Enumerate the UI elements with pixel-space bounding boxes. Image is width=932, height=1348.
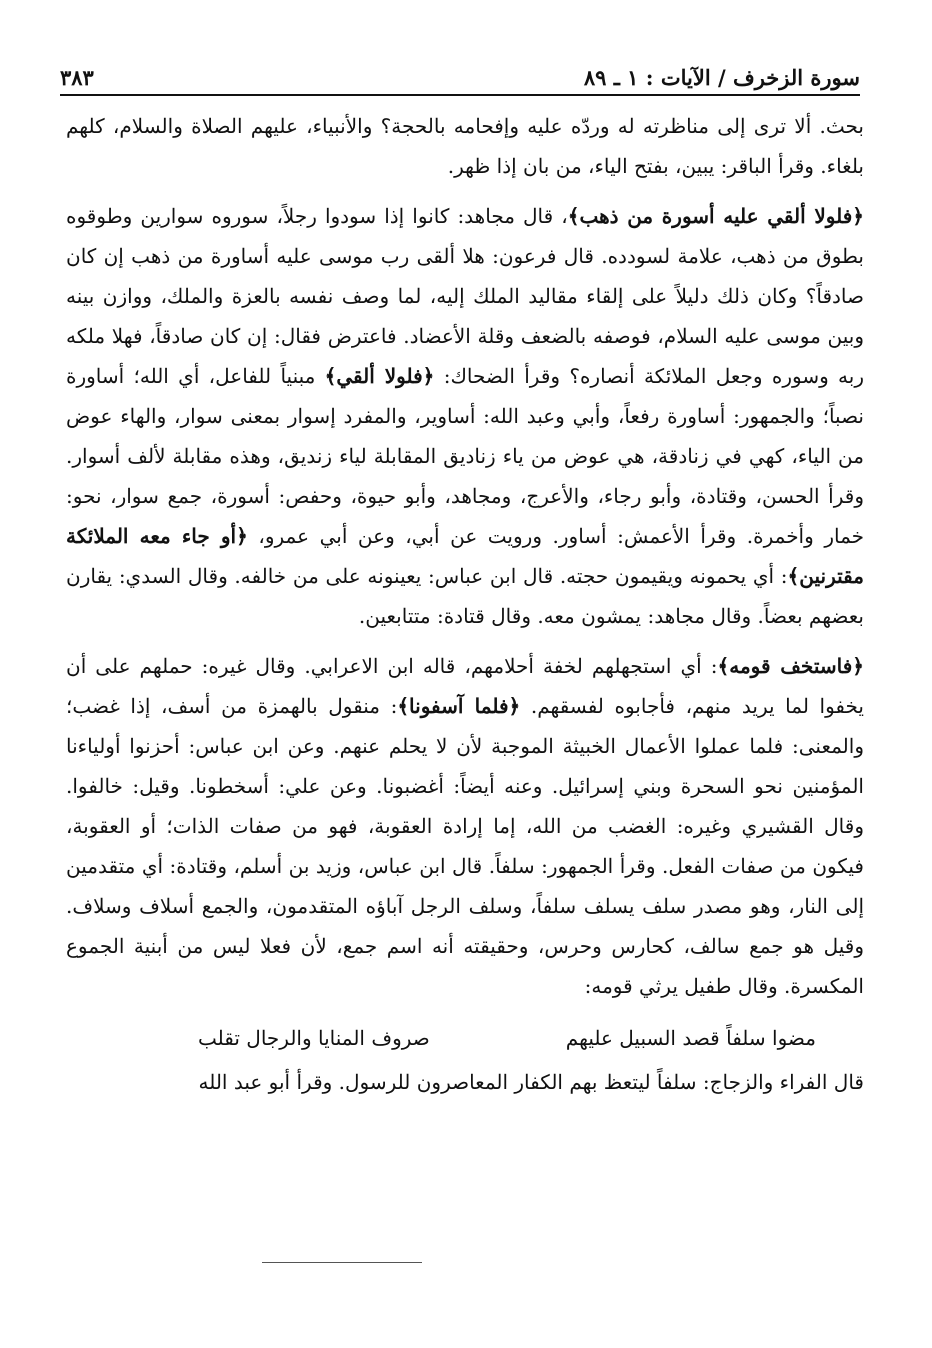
running-header bbox=[60, 60, 860, 96]
quran-quote: ﴿فلولا ألقي عليه أسورة من ذهب﴾ bbox=[567, 204, 865, 228]
header-title: سورة الزخرف / الآيات : ١ ـ ٨٩ bbox=[583, 64, 860, 90]
paragraph-4: قال الفراء والزجاج: سلفاً ليتعظ بهم الكفار المعاصرون للرسول. وقرأ أبو عبد الله bbox=[198, 1070, 864, 1094]
poem-hemistich-1: مضوا سلفاً قصد السبيل عليهم bbox=[565, 1026, 816, 1050]
paragraph-text: : أي استجهلهم لخفة أحلامهم، قاله ابن الاعرابي. وقال غيره: حملهم على أن يخفوا لما يريد منهم، فأجابوه لفسقهم. bbox=[66, 654, 865, 718]
poem-verse bbox=[66, 1018, 864, 1058]
paragraph-text: مبنياً للفاعل، أي الله؛ أساورة نصباً؛ والجمهور: أساورة رفعاً، وأبي وعبد الله: أساوير، والمفرد إسوار بمعنى سوار، والهاء عوض من الياء، كهي في زنادقة، هي عوض من ياء زناديق المقابلة لياء زنديق، وهذه مقابلة لألف أسوار. وقرأ الحسن، وقتادة، وأبو رجاء، والأعرج، ومجاهد، وأبو حيوة، وحفص: أسورة، جمع سوار، نحو: خمار وأخمرة. وقرأ الأعمش: أساور. ورويت عن أبي، وعن أبي عمرو، bbox=[66, 364, 865, 548]
paragraph-1: بحث. ألا ترى إلى مناظرته له وردّه عليه وإفحامه بالحجة؟ والأنبياء، عليهم الصلاة والسلام، كلهم بلغاء. وقرأ الباقر: يبين، بفتح الياء، من بان إذا ظهر. bbox=[66, 114, 864, 178]
quran-quote: ﴿فاستخف قومه﴾ bbox=[717, 654, 865, 678]
paragraph-2 bbox=[66, 196, 864, 636]
paragraph-3 bbox=[66, 646, 864, 1006]
footnote-rule bbox=[262, 1262, 422, 1263]
quran-quote: ﴿فلما آسفونا﴾ bbox=[397, 694, 521, 718]
poem-hemistich-2: صروف المنايا والرجال تقلب bbox=[198, 1026, 430, 1050]
paragraph-text: : منقول بالهمزة من أسف، إذا غضب؛ والمعنى: فلما عملوا الأعمال الخبيثة الموجبة لأن لا يحلم عنهم. وعن ابن عباس: أحزنوا أولياءنا المؤمنين نحو السحرة وبني إسرائيل. وعنه أيضاً: أغضبونا. وعن علي: أسخطونا. وقيل: خالفوا. وقال القشيري وغيره: الغضب من الله، إما إرادة العقوبة، فهو من صفات الذات؛ أو العقوبة، فيكون من صفات الفعل. وقرأ الجمهور: سلفاً. قال ابن عباس، وزيد بن أسلم، وقتادة: أي متقدمين إلى النار، وهو مصدر سلف يسلف سلفاً، وسلف الرجل آباؤه المتقدمون، والجمع أسلاف وسلاف. وقيل هو جمع سالف، كحارس وحرس، وحقيقته أنه اسم جمع، لأن فعلا ليس من أبنية الجموع المكسرة. وقال طفيل يرثي قومه: bbox=[66, 694, 864, 998]
paragraph-text: : أي يحمونه ويقيمون حجته. قال ابن عباس: يعينونه على من خالفه. وقال السدي: يقارن بعضهم بعضاً. وقال مجاهد: يمشون معه. وقال قتادة: متتابعين. bbox=[66, 564, 864, 628]
quran-quote: ﴿أو جاء معه الملائكة مقترنين﴾ bbox=[66, 524, 864, 588]
page-number: ٣٨٣ bbox=[60, 64, 94, 90]
quran-quote: ﴿فلولا ألقي﴾ bbox=[324, 364, 435, 388]
paragraph-text: ، قال مجاهد: كانوا إذا سودوا رجلاً، سوروه سوارين وطوقوه بطوق من ذهب، علامة لسودده. قال فرعون: هلا ألقى رب موسى عليه أساورة من ذهب إن كان صادقاً؟ وكان ذلك دليلاً على إلقاء مقاليد الملك إليه، لما وصف نفسه بالعزة والملك، ووازن بينه وبين موسى عليه السلام، فوصفه بالضعف وقلة الأعضاد. فاعترض فقال: إن كان صادقاً، فهلا ملكه ربه وسوره وجعل الملائكة أنصاره؟ وقرأ الضحاك: bbox=[66, 204, 865, 388]
body-text bbox=[66, 106, 864, 1102]
